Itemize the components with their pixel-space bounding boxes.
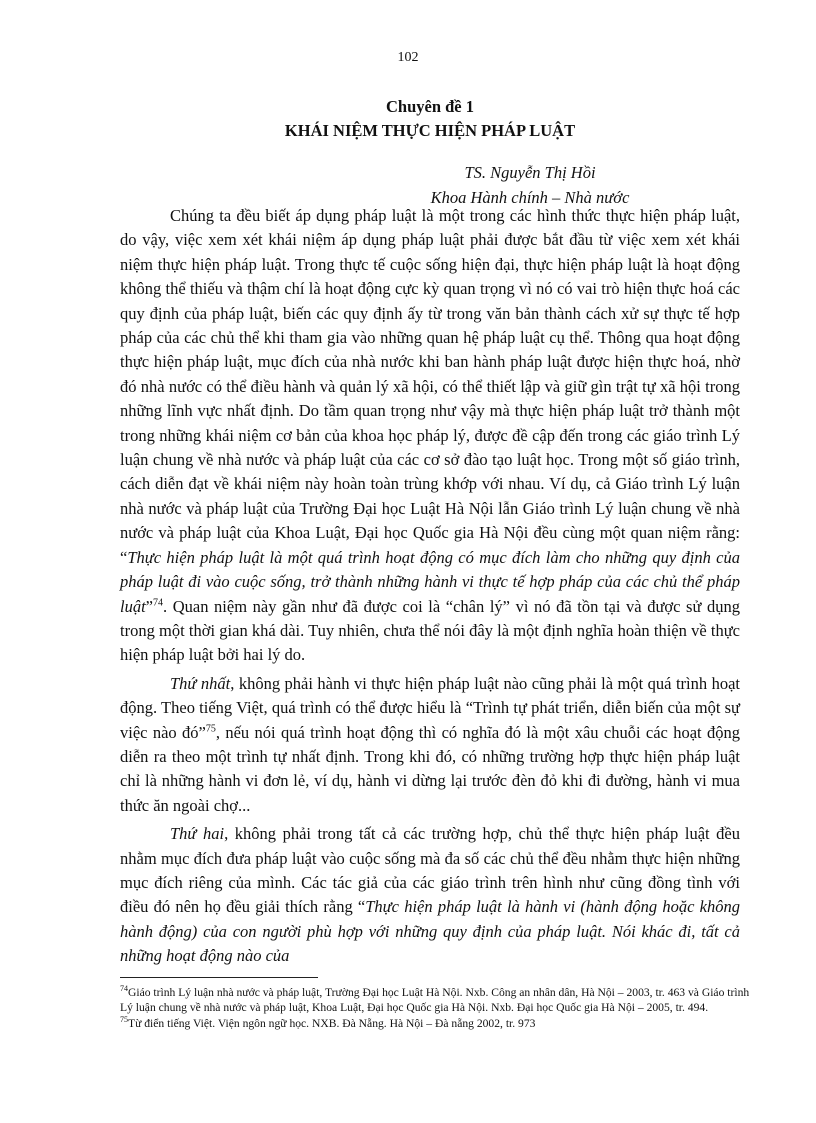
paragraph-second-reason bbox=[120, 822, 740, 968]
paragraph-first-reason bbox=[120, 672, 740, 818]
author-block bbox=[380, 160, 680, 210]
footnote-text: Từ điển tiếng Việt. Viện ngôn ngữ học. NXB. Đà Nẵng. Hà Nội – Đà nẵng 2002, tr. 973 bbox=[128, 1016, 536, 1030]
footnote-number: 75 bbox=[120, 1014, 128, 1024]
chapter-title: KHÁI NIỆM THỰC HIỆN PHÁP LUẬT bbox=[284, 121, 576, 140]
body-text bbox=[120, 204, 740, 969]
quoted-definition: Thực hiện pháp luật là một quá trình hoạt động có mục đích làm cho những quy định của pháp luật đi vào cuộc sống, trở thành những hành vi thực tế hợp pháp của các chủ thể pháp luật bbox=[120, 547, 740, 616]
footnote-ref-75[interactable]: 75 bbox=[205, 723, 216, 735]
author-affiliation: Khoa Hành chính – Nhà nước bbox=[430, 188, 630, 207]
footnotes bbox=[120, 985, 750, 1031]
footnote-number: 74 bbox=[120, 984, 128, 994]
footnote-text: Giáo trình Lý luận nhà nước và pháp luật, Trường Đại học Luật Hà Nội. Nxb. Công an nhân dân, Hà Nội – 2003, tr. 463 và Giáo trình Lý luận chung về nhà nước và pháp luật, Khoa Luật, Đại học Quốc gia Hà Nội. Nxb. Đại học Quốc gia Hà Nội – 2005, tr. 494. bbox=[120, 986, 750, 1015]
footnote-74 bbox=[120, 985, 750, 1016]
paragraph-text: , không phải hành vi thực hiện pháp luật nào cũng phải là một quá trình hoạt động. Theo tiếng Việt, quá trình có thể được hiểu là “Trình tự phát triển, diễn biến của một sự việc nào đó” bbox=[120, 673, 740, 742]
paragraph-text: . Quan niệm này gần như đã được coi là “chân lý” vì nó đã tồn tại và được sử dụng trong một thời gian khá dài. Tuy nhiên, chưa thể nói đây là một định nghĩa hoàn thiện về thực hiện pháp luật bởi hai lý do. bbox=[120, 596, 740, 665]
page-number: 102 bbox=[397, 50, 419, 65]
topic-label: Chuyên đề 1 bbox=[385, 97, 475, 116]
paragraph-intro bbox=[120, 204, 740, 668]
paragraph-text: , nếu nói quá trình hoạt động thì có nghĩa đó là một xâu chuỗi các hoạt động diễn ra theo một trình tự nhất định. Trong khi đó, có những trường hợp thực hiện pháp luật chỉ là những hành vi đơn lẻ, ví dụ, hành vi dừng lại trước đèn đỏ khi đi đường, hành vi mua thức ăn ngoài chợ... bbox=[120, 722, 740, 815]
paragraph-lead: Thứ hai bbox=[170, 824, 225, 844]
chapter-heading bbox=[120, 95, 740, 143]
footnote-separator bbox=[120, 977, 318, 978]
quote-mark: ” bbox=[145, 596, 153, 616]
author-name: TS. Nguyễn Thị Hồi bbox=[464, 163, 596, 182]
paragraph-lead: Thứ nhất bbox=[170, 673, 231, 693]
quoted-definition: Thực hiện pháp luật là hành vi (hành động hoặc không hành động) của con người phù hợp với những quy định của pháp luật. Nói khác đi, tất cả những hoạt động nào của bbox=[120, 897, 740, 966]
footnote-75 bbox=[120, 1016, 750, 1031]
paragraph-text: , không phải trong tất cả các trường hợp, chủ thể thực hiện pháp luật đều nhằm mục đích đưa pháp luật vào cuộc sống mà đa số các chủ thể đều nhằm thực hiện những mục đích riêng của mình. Các tác giả của các giáo trình trên hình như cũng đồng tình với điều đó nên họ đều giải thích rằng “ bbox=[120, 824, 740, 917]
paragraph-text: Chúng ta đều biết áp dụng pháp luật là một trong các hình thức thực hiện pháp luật, do vậy, việc xem xét khái niệm áp dụng pháp luật phải được bắt đầu từ việc xem xét khái niệm thực hiện pháp luật. Trong thực tế cuộc sống hiện đại, thực hiện pháp luật là hoạt động không thể thiếu và thậm chí là hoạt động cực kỳ quan trọng vì nó có vai trò hiện thực hoá các quy định của pháp luật, biến các quy định ấy từ trong văn bản thành cách xử sự thực tế hợp pháp của các chủ thể khi tham gia vào những quan hệ pháp luật cụ thể. Thông qua hoạt động thực hiện pháp luật, mục đích của nhà nước khi ban hành pháp luật được hiện thực hoá, nhờ đó nhà nước có thể điều hành và quản lý xã hội, có thể thiết lập và giữ gìn trật tự xã hội trong những lĩnh vực nhất định. Do tầm quan trọng như vậy mà thực hiện pháp luật trở thành một trong những khái niệm cơ bản của khoa học pháp lý, được đề cập đến trong các giáo trình Lý luận chung về nhà nước và pháp luật của các cơ sở đào tạo luật học. Trong một số giáo trình, cách diễn đạt về khái niệm này hoàn toàn trùng khớp với nhau. Ví dụ, cả Giáo trình Lý luận nhà nước và pháp luật của Trường Đại học Luật Hà Nội lẫn Giáo trình Lý luận chung về nhà nước và pháp luật của Khoa Luật, Đại học Quốc gia Hà Nội đều cùng một quan niệm rằng: “ bbox=[120, 206, 740, 567]
footnote-ref-74[interactable]: 74 bbox=[153, 597, 163, 608]
